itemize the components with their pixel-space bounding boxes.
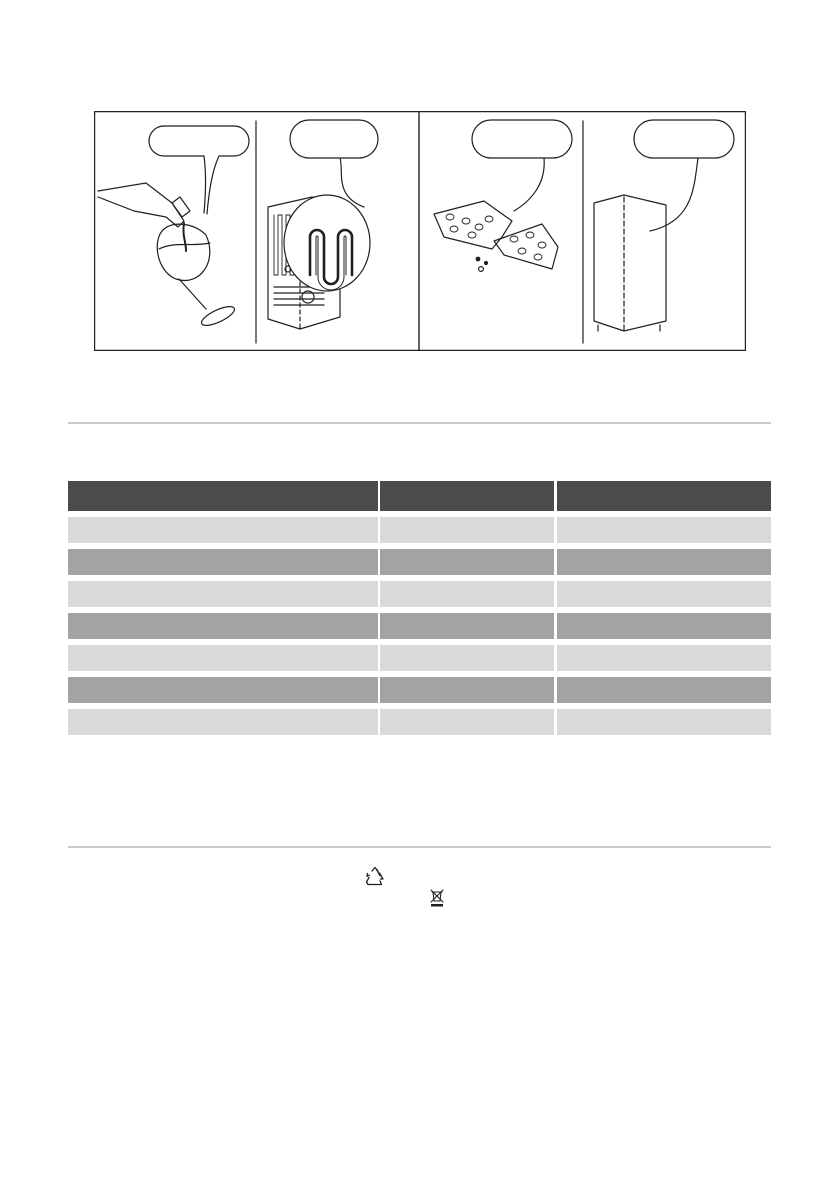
table-cell (380, 613, 554, 639)
table-cell (557, 581, 771, 607)
table-cell (68, 645, 378, 671)
table-cell (557, 677, 771, 703)
illustration-svg (94, 111, 746, 351)
table-cell (68, 517, 378, 543)
table-row (68, 511, 771, 543)
section-divider-bottom (68, 846, 771, 848)
table-cell (380, 581, 554, 607)
table-cell (380, 709, 554, 735)
condenser-drawing (268, 120, 378, 329)
insulation-drawing (434, 120, 572, 271)
table-cell (380, 517, 554, 543)
table-cell (68, 549, 378, 575)
table-cell (557, 645, 771, 671)
table-header-row (68, 481, 771, 511)
table-cell (68, 677, 378, 703)
recycle-icon (364, 866, 386, 893)
table-cell (68, 613, 378, 639)
table-cell (557, 517, 771, 543)
table-row (68, 575, 771, 607)
table-cell (380, 645, 554, 671)
table-row (68, 639, 771, 671)
table-header-cell (557, 481, 771, 511)
table-cell (68, 581, 378, 607)
table-cell (557, 613, 771, 639)
table-cell (557, 549, 771, 575)
table-row (68, 543, 771, 575)
table-header-cell (380, 481, 554, 511)
wine-pour-drawing (98, 126, 249, 329)
table-row (68, 607, 771, 639)
table-cell (557, 709, 771, 735)
table-cell (380, 549, 554, 575)
table-cell (380, 677, 554, 703)
disposal-illustration (94, 111, 746, 351)
table-cell (68, 709, 378, 735)
table-header-cell (68, 481, 378, 511)
cabinet-drawing (594, 120, 734, 331)
table-row (68, 671, 771, 703)
crossed-bin-icon (430, 889, 444, 912)
table-row (68, 703, 771, 735)
section-divider-top (68, 422, 771, 424)
materials-table (68, 481, 771, 735)
